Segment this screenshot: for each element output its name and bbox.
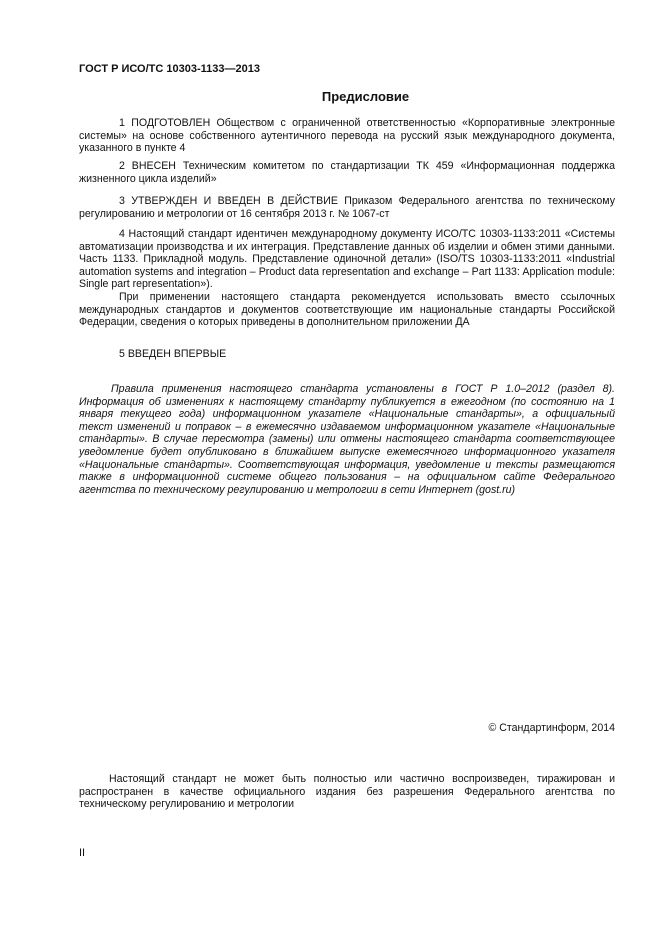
item-1-text: 1 ПОДГОТОВЛЕН Обществом с ограниченной ответственностью «Корпоративные электронные системы» на основе собственного аутентичного перевода на русский язык международного документа, указанного в пункте 4	[79, 117, 615, 155]
item-3	[79, 195, 615, 220]
item-1	[79, 117, 615, 155]
document-code-header: ГОСТ Р ИСО/ТС 10303-1133—2013	[79, 63, 260, 75]
item-2-text: 2 ВНЕСЕН Техническим комитетом по стандартизации ТК 459 «Информационная поддержка жизненного цикла изделий»	[79, 160, 615, 185]
item-5	[79, 348, 615, 361]
notice-text: Правила применения настоящего стандарта установлены в ГОСТ Р 1.0–2012 (раздел 8). Информация об изменениях к настоящему стандарту публикуется в ежегодном (по состоянию на 1 января текущего года) информационном указателе «Национальные стандарты», а официальный текст изменений и поправок – в ежемесячно издаваемом информационном указателе «Национальные стандарты». В случае пересмотра (замены) или отмены настоящего стандарта соответствующее уведомление будет опубликовано в ближайшем выпуске ежемесячного информационного указателя «Национальные стандарты». Соответствующая информация, уведомление и тексты размещаются также в информационной системе общего пользования – на официальном сайте Федерального агентства по техническому регулированию и метрологии в сети Интернет (gost.ru)	[79, 383, 615, 496]
item-4-note: При применении настоящего стандарта рекомендуется использовать вместо ссылочных международных стандартов и документов соответствующие им национальные стандарты Российской Федерации, сведения о которых приведены в дополнительном приложении ДА	[79, 290, 615, 329]
application-rules-notice	[79, 383, 615, 496]
page-number: II	[79, 847, 86, 859]
item-4-text: 4 Настоящий стандарт идентичен международному документу ИСО/ТС 10303-1133:2011 «Системы автоматизации производства и их интеграция. Представление данных об изделии и обмен этими данными. Часть 1133. Прикладной модуль. Представление одиночной детали» (ISO/TS 10303-1133:2011 «Industrial automation systems and integration – Product data representation and exchange – Part 1133: Application module: Single part representation»).	[79, 228, 615, 291]
item-2	[79, 160, 615, 185]
item-4	[79, 228, 615, 329]
item-3-text: 3 УТВЕРЖДЕН И ВВЕДЕН В ДЕЙСТВИЕ Приказом Федерального агентства по техническому регулированию и метрологии от 16 сентября 2013 г. № 1067-ст	[79, 195, 615, 220]
reproduction-rights-statement	[79, 773, 615, 811]
rights-text: Настоящий стандарт не может быть полностью или частично воспроизведен, тиражирован и распространен в качестве официального издания без разрешения Федерального агентства по техническому регулированию и метрологии	[79, 773, 615, 811]
item-5-text: 5 ВВЕДЕН ВПЕРВЫЕ	[119, 348, 227, 360]
page-title: Предисловие	[321, 89, 410, 104]
copyright-line: © Стандартинформ, 2014	[488, 722, 615, 734]
